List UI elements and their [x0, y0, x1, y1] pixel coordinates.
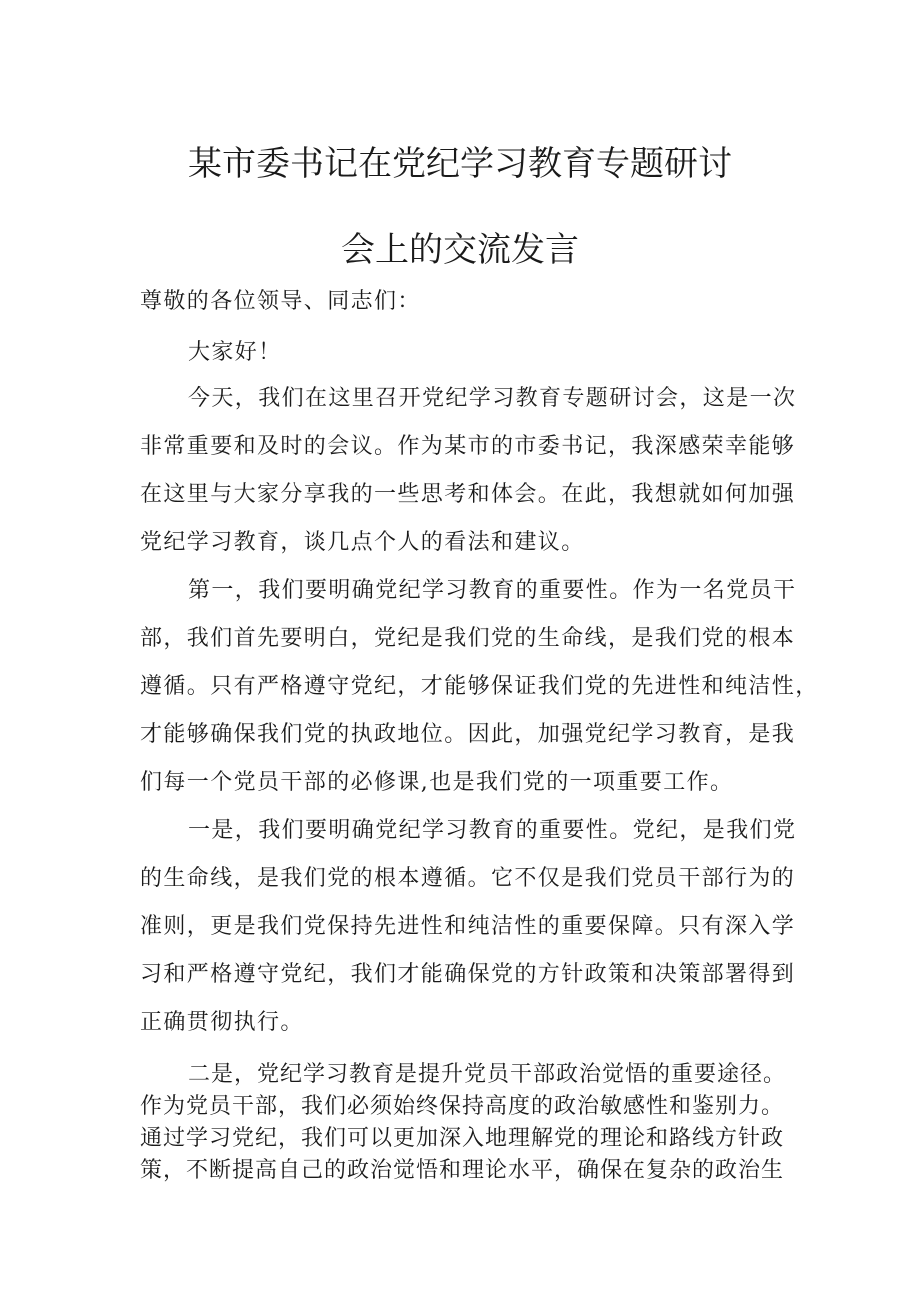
paragraph-line: 准则，更是我们党保持先进性和纯洁性的重要保障。只有深入学	[140, 914, 796, 939]
salutation: 尊敬的各位领导、同志们：	[140, 289, 421, 314]
paragraph-line: 们每一个党员干部的必修课,也是我们党的一项重要工作。	[140, 770, 734, 795]
paragraph-line: 正确贯彻执行。	[140, 1010, 304, 1035]
paragraph-line: 遵循。只有严格遵守党纪，才能够保证我们党的先进性和纯洁性，	[140, 674, 819, 699]
paragraph-line: 一是，我们要明确党纪学习教育的重要性。党纪，是我们党	[188, 818, 797, 843]
paragraph-line: 作为党员干部，我们必须始终保持高度的政治敏感性和鉴别力。	[140, 1094, 785, 1119]
paragraph-line: 今天，我们在这里召开党纪学习教育专题研讨会，这是一次	[188, 386, 797, 411]
paragraph-line: 第一，我们要明确党纪学习教育的重要性。作为一名党员干	[188, 578, 797, 603]
paragraph-line: 才能够确保我们党的执政地位。因此，加强党纪学习教育，是我	[140, 722, 796, 747]
paragraph-line: 习和严格遵守党纪，我们才能确保党的方针政策和决策部署得到	[140, 962, 796, 987]
paragraph-line: 策，不断提高自己的政治觉悟和理论水平，确保在复杂的政治生	[140, 1158, 785, 1183]
paragraph-line: 党纪学习教育，谈几点个人的看法和建议。	[140, 530, 585, 555]
paragraph-line: 通过学习党纪，我们可以更加深入地理解党的理论和路线方针政	[140, 1126, 785, 1151]
paragraph-line: 部，我们首先要明白，党纪是我们党的生命线，是我们党的根本	[140, 626, 796, 651]
document-title-line-1: 某市委书记在党纪学习教育专题研讨	[188, 144, 732, 184]
paragraph-line: 二是，党纪学习教育是提升党员干部政治觉悟的重要途径。	[188, 1062, 787, 1087]
document-title-line-2: 会上的交流发言	[341, 230, 579, 270]
paragraph-line: 在这里与大家分享我的一些思考和体会。在此，我想就如何加强	[140, 482, 796, 507]
paragraph-line: 非常重要和及时的会议。作为某市的市委书记，我深感荣幸能够	[140, 434, 796, 459]
greeting: 大家好！	[188, 340, 282, 365]
paragraph-line: 的生命线，是我们党的根本遵循。它不仅是我们党员干部行为的	[140, 866, 796, 891]
